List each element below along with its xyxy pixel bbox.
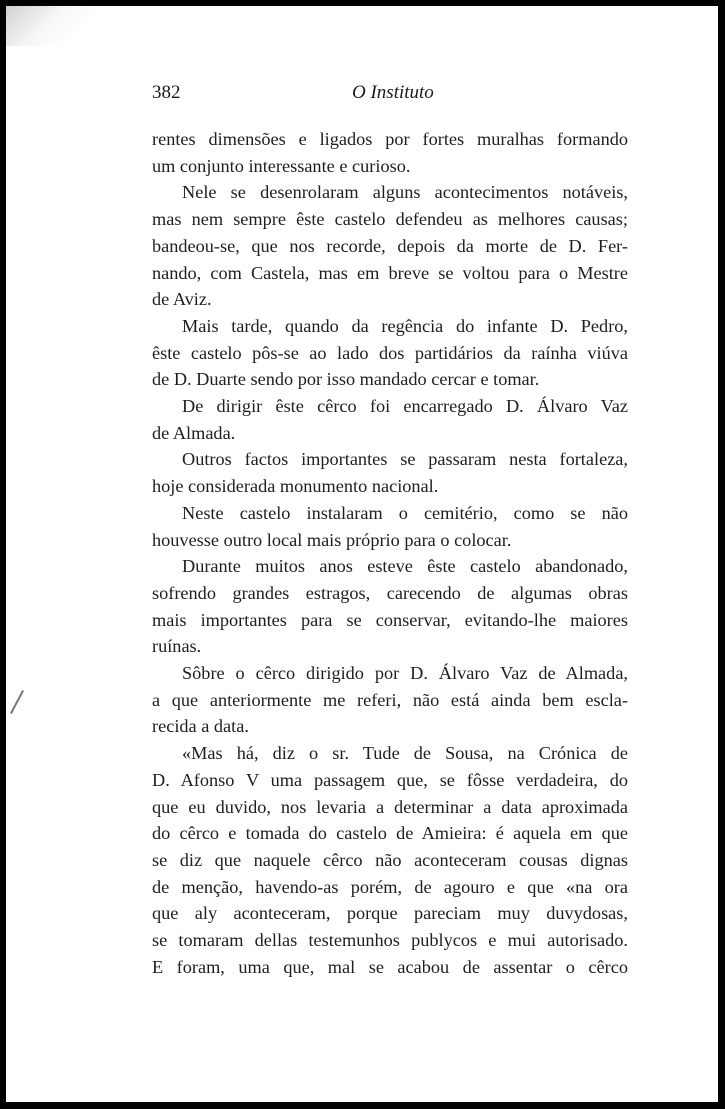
text-line: nando, com Castela, mas em breve se voltou para o Mestre — [152, 262, 628, 283]
text-line: houvesse outro local mais próprio para o colocar. — [152, 529, 512, 550]
text-line: a que anteriormente me referi, não está ainda bem escla- — [152, 689, 628, 710]
paper-wear — [6, 6, 96, 46]
text-line: se diz que naquele cêrco não aconteceram cousas dignas — [152, 849, 628, 870]
text-line: rentes dimensões e ligados por fortes muralhas formando — [152, 129, 628, 149]
text-line: hoje considerada monumento nacional. — [152, 476, 439, 497]
text-line: Neste castelo instalaram o cemitério, como se não — [182, 502, 628, 523]
text-line: mas nem sempre êste castelo defendeu as melhores causas; — [152, 209, 628, 230]
text-line: de Aviz. — [152, 289, 212, 310]
text-line: D. Afonso V uma passagem que, se fôsse verdadeira, do — [152, 769, 628, 790]
text-line: que eu duvido, nos levaria a determinar a data aproximada — [152, 796, 628, 817]
page-number: 382 — [152, 82, 181, 103]
text-line: se tomaram dellas testemunhos publycos e mui autorisado. — [152, 930, 628, 951]
text-line: sofrendo grandes estragos, carecendo de algumas obras — [152, 582, 628, 603]
text-line: E foram, uma que, mal se acabou de assentar o cêrco — [152, 956, 628, 977]
text-line: ruínas. — [152, 636, 202, 657]
margin-mark — [10, 690, 24, 714]
text-line: recida a data. — [152, 716, 249, 737]
text-line: bandeou-se, que nos recorde, depois da morte de D. Fer- — [152, 235, 628, 256]
text-line: êste castelo pôs-se ao lado dos partidários da raínha viúva — [152, 342, 628, 363]
page-header — [152, 82, 628, 112]
text-line: Outros factos importantes se passaram nesta fortaleza, — [182, 449, 628, 470]
text-line: de D. Duarte sendo por isso mandado cercar e tomar. — [152, 369, 540, 390]
text-line: Mais tarde, quando da regência do infante D. Pedro, — [182, 315, 628, 336]
text-line: Nele se desenrolaram alguns acontecimentos notáveis, — [182, 182, 628, 203]
text-line: De dirigir êste cêrco foi encarregado D. Álvaro Vaz — [182, 396, 628, 417]
text-line: de Almada. — [152, 422, 236, 443]
text-line: mais importantes para se conservar, evitando-lhe maiores — [152, 609, 628, 630]
text-line: do cêrco e tomada do castelo de Amieira: é aquela em que — [152, 823, 628, 844]
document-page — [6, 6, 718, 1102]
text-line: um conjunto interessante e curioso. — [152, 155, 411, 176]
body-text — [152, 126, 628, 981]
running-title: O Instituto — [352, 82, 434, 103]
text-line: de menção, havendo-as porém, de agouro e que «na ora — [152, 876, 628, 897]
text-line: que aly aconteceram, porque pareciam muy duvydosas, — [152, 903, 628, 924]
text-line: Durante muitos anos esteve êste castelo abandonado, — [182, 556, 628, 577]
text-line: «Mas há, diz o sr. Tude de Sousa, na Crónica de — [182, 743, 628, 764]
text-line: Sôbre o cêrco dirigido por D. Álvaro Vaz de Almada, — [182, 663, 628, 684]
